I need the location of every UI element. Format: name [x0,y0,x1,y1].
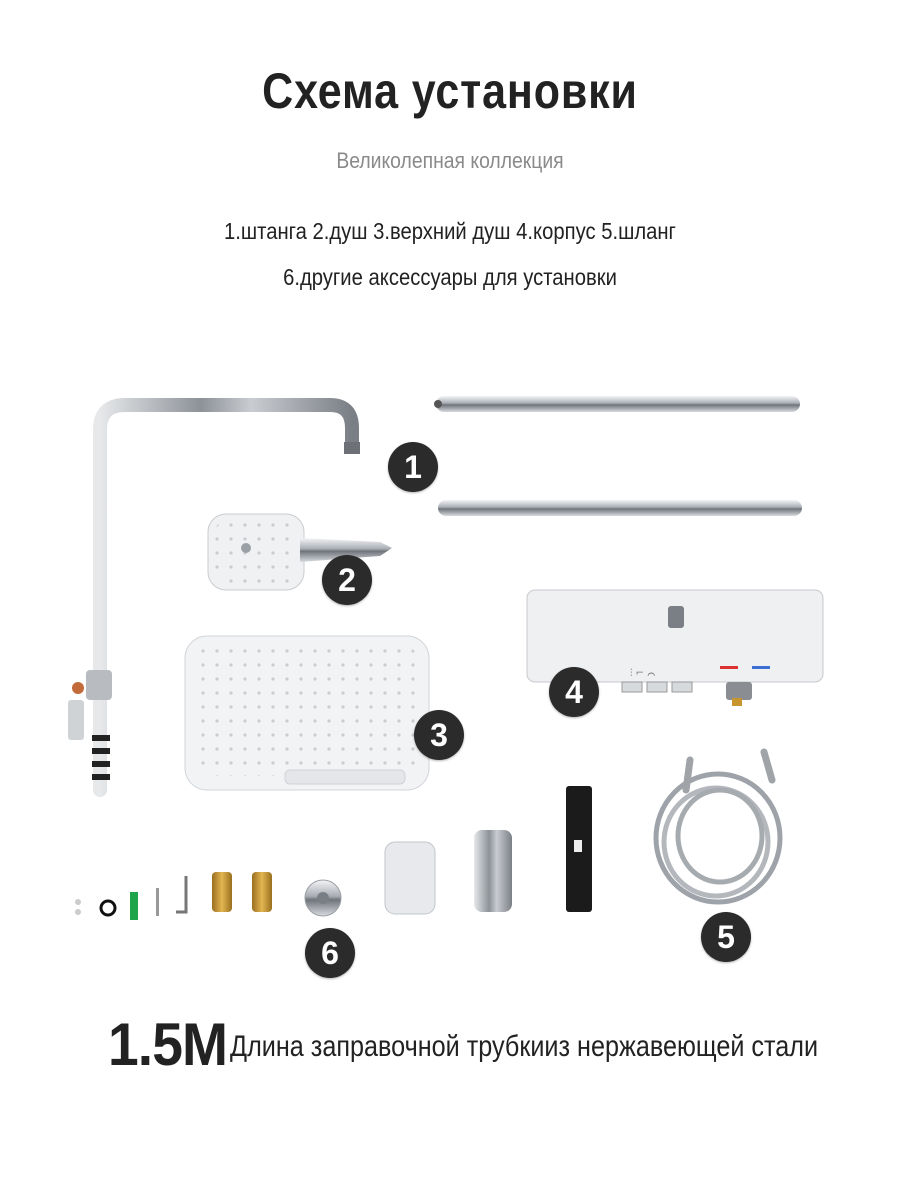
footer-spec [0,1010,900,1080]
badge-1: 1 [388,442,438,492]
page-subtitle: Великолепная коллекция [336,148,564,173]
svg-text:⫶ ⌐ ⌒: ⫶ ⌐ ⌒ [630,668,656,679]
badge-4: 4 [549,667,599,717]
parts-list-line-2: 6.другие аксессуары для установки [283,264,617,290]
accessories-illustration [75,786,592,920]
badge-2: 2 [322,555,372,605]
badge-6: 6 [305,928,355,978]
parts-list-line-1: 1.штанга 2.душ 3.верхний душ 4.корпус 5.шланг [224,218,676,244]
straight-rods-illustration [434,396,802,516]
hose-length-description: Длина заправочной трубкииз нержавеющей стали [230,1030,819,1063]
rain-shower-head-illustration [185,636,429,790]
hose-length-value: 1.5M [108,1011,228,1078]
badge-5: 5 [701,912,751,962]
flexible-hose-illustration [656,752,780,902]
badge-3: 3 [414,710,464,760]
page-title: Схема установки [262,63,638,119]
